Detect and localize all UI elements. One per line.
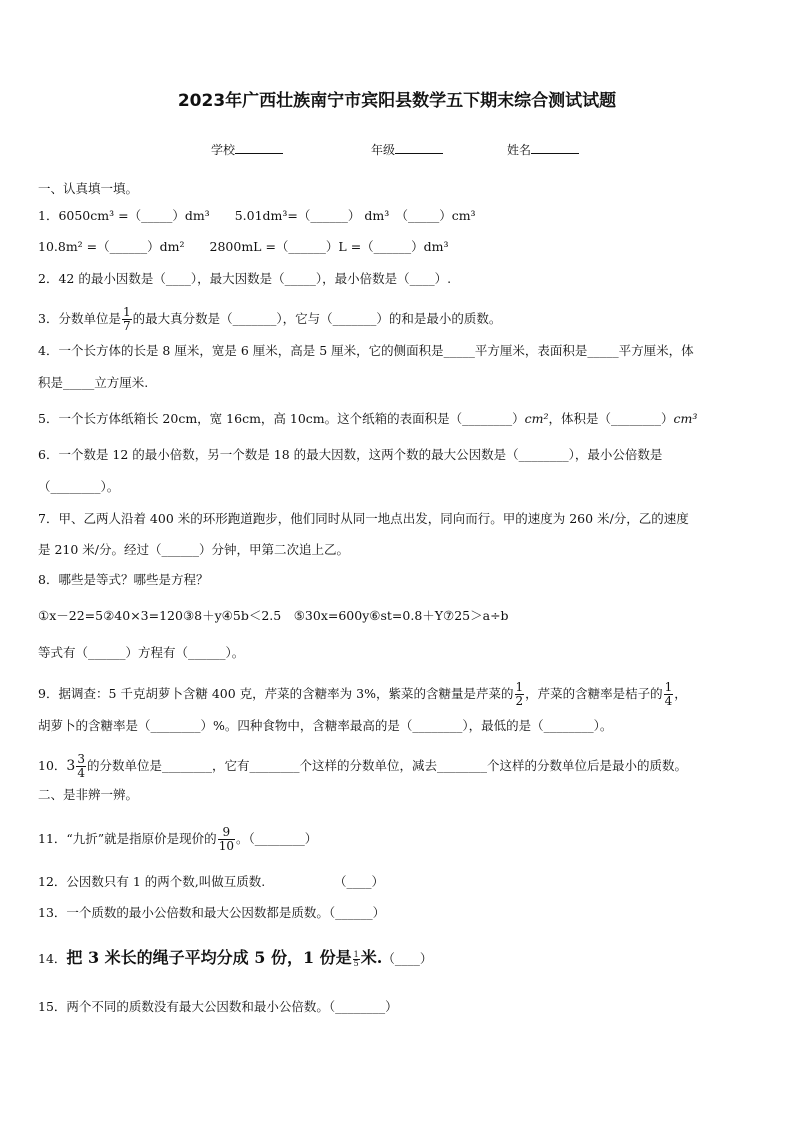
question-9a bbox=[38, 681, 687, 708]
question-3-suffix: 的最大真分数是（_______），它与（_______）的和是最小的质数。 bbox=[132, 311, 502, 326]
question-10 bbox=[38, 753, 687, 780]
question-4b: 积是_____立方厘米. bbox=[38, 375, 149, 390]
question-11 bbox=[38, 826, 317, 853]
question-6a: 6．一个数是 12 的最小倍数，另一个数是 18 的最大因数，这两个数的最大公因数是（________），最小公倍数是 bbox=[38, 447, 663, 462]
question-14-unit: 米. bbox=[360, 948, 383, 967]
question-3 bbox=[38, 306, 501, 333]
fraction-1-2 bbox=[515, 681, 525, 708]
fraction-numerator: 3 bbox=[77, 752, 85, 766]
question-8-options: ①x－22=5②40×3=120③8＋y④5b＜2.5 ⑤30x=600y⑥st=0.8＋Y⑦25＞a÷b bbox=[38, 608, 509, 623]
question-6b: （________）。 bbox=[38, 479, 120, 494]
fraction-1-5 bbox=[353, 951, 360, 968]
fraction-denominator: 7 bbox=[122, 319, 131, 333]
question-2: 2．42 的最小因数是（____），最大因数是（_____），最小倍数是（____）. bbox=[38, 271, 452, 286]
grade-field bbox=[371, 141, 443, 158]
question-14 bbox=[38, 950, 432, 968]
fraction-9-10 bbox=[218, 826, 235, 853]
name-blank bbox=[531, 141, 579, 154]
fraction-denominator: 4 bbox=[77, 766, 85, 780]
unit-cm3: cm³ bbox=[673, 411, 698, 426]
question-11-prefix: 11．“九折”就是指原价是现价的 bbox=[38, 831, 217, 846]
question-7b: 是 210 米/分。经过（______）分钟，甲第二次追上乙。 bbox=[38, 542, 350, 557]
fraction-1-4 bbox=[664, 681, 674, 708]
grade-label: 年级 bbox=[371, 143, 396, 157]
question-5-part-a: 5．一个长方体纸箱长 20cm，宽 16cm，高 10cm。这个纸箱的表面积是（________） bbox=[38, 411, 525, 426]
question-5-part-b: ，体积是（________） bbox=[548, 411, 674, 426]
question-10-suffix: 的分数单位是________，它有________个这样的分数单位，减去________个这样的分数单位后是最小的质数。 bbox=[86, 758, 687, 773]
question-15: 15．两个不同的质数没有最大公因数和最小公倍数。（________） bbox=[38, 999, 398, 1014]
school-blank bbox=[235, 141, 283, 154]
fraction-3-4 bbox=[76, 753, 86, 780]
name-label: 姓名 bbox=[507, 143, 532, 157]
question-14-paren: （____） bbox=[382, 951, 433, 966]
fraction-denominator: 2 bbox=[515, 694, 524, 708]
question-8: 8．哪些是等式？哪些是方程？ bbox=[38, 572, 209, 587]
fraction-numerator: 1 bbox=[353, 950, 359, 959]
question-14-number: 14． bbox=[38, 951, 67, 966]
school-field bbox=[211, 141, 283, 158]
fraction-numerator: 1 bbox=[664, 680, 673, 694]
question-4a: 4．一个长方体的长是 8 厘米，宽是 6 厘米，高是 5 厘米，它的侧面积是_____平方厘米，表面积是_____平方厘米，体 bbox=[38, 343, 694, 358]
page-title: 2023年广西壮族南宁市宾阳县数学五下期末综合测试试题 bbox=[177, 91, 617, 111]
unit-cm2: cm² bbox=[524, 411, 549, 426]
question-9b: 胡萝卜的含糖率是（________）%。四种食物中，含糖率最高的是（________），最低的是（________）。 bbox=[38, 718, 613, 733]
fraction-denominator: 10 bbox=[218, 839, 234, 853]
fraction-numerator: 1 bbox=[515, 680, 524, 694]
fraction-numerator: 1 bbox=[122, 305, 131, 319]
question-9-prefix: 9．据调查：5 千克胡萝卜含糖 400 克，芹菜的含糖率为 3%，紫菜的含糖量是芹菜的 bbox=[38, 686, 514, 701]
grade-blank bbox=[395, 141, 443, 154]
question-9-middle: ，芹菜的含糖率是桔子的 bbox=[525, 686, 663, 701]
question-10-number: 10． bbox=[38, 758, 67, 773]
fraction-1-7 bbox=[122, 306, 132, 333]
fraction-numerator: 9 bbox=[218, 826, 235, 840]
question-7a: 7．甲、乙两人沿着 400 米的环形跑道跑步，他们同时从同一地点出发，同向而行。甲的速度为 260 米/分，乙的速度 bbox=[38, 511, 689, 526]
question-3-prefix: 3．分数单位是 bbox=[38, 311, 121, 326]
question-12: 12．公因数只有 1 的两个数,叫做互质数. （____） bbox=[38, 874, 385, 889]
school-label: 学校 bbox=[211, 143, 236, 157]
question-5 bbox=[38, 411, 697, 427]
section-1-heading: 一、认真填一填。 bbox=[38, 181, 139, 196]
question-8-answer: 等式有（______）方程有（______）。 bbox=[38, 645, 245, 660]
fraction-denominator: 5 bbox=[353, 959, 359, 968]
name-field bbox=[507, 141, 579, 158]
question-1b: 10.8m² =（______）dm² 2800mL =（______）L =（______）dm³ bbox=[38, 239, 449, 254]
fraction-denominator: 4 bbox=[664, 694, 673, 708]
question-13: 13．一个质数的最小公倍数和最大公因数都是质数。（______） bbox=[38, 905, 386, 920]
section-2-heading: 二、是非辨一辨。 bbox=[38, 787, 139, 802]
question-9-end: ， bbox=[674, 686, 687, 701]
question-14-main: 把 3 米长的绳子平均分成 5 份，1 份是 bbox=[66, 948, 352, 967]
question-1a: 1．6050cm³ =（_____）dm³ 5.01dm³=（______） dm³ （_____）cm³ bbox=[38, 208, 476, 223]
question-11-suffix: 。（________） bbox=[235, 831, 318, 846]
mixed-number-whole: 3 bbox=[66, 758, 76, 774]
